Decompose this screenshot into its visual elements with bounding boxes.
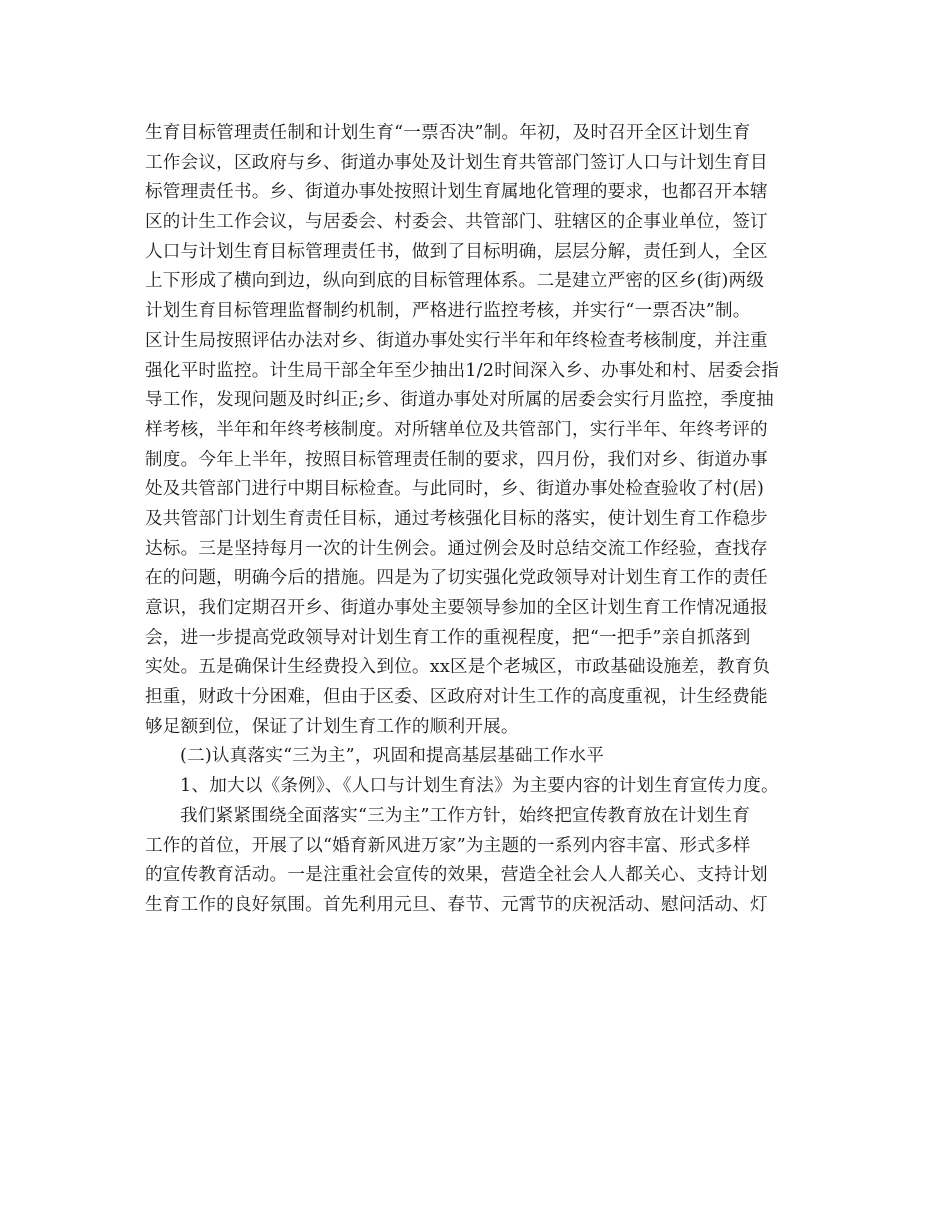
body-line: 的宣传教育活动。一是注重社会宣传的效果，营造全社会人人都关心、支持计划 — [145, 865, 768, 886]
body-line: 担重，财政十分困难，但由于区委、区政府对计生工作的高度重视，计生经费能 — [145, 687, 768, 708]
body-line: 处及共管部门进行中期目标检查。与此同时，乡、街道办事处检查验收了村(居) — [145, 479, 765, 500]
body-line: 工作会议，区政府与乡、街道办事处及计划生育共管部门签订人口与计划生育目 — [145, 152, 768, 173]
body-line: 及共管部门计划生育责任目标，通过考核强化目标的落实，使计划生育工作稳步 — [145, 508, 768, 529]
body-line: 区的计生工作会议，与居委会、村委会、共管部门、驻辖区的企事业单位，签订 — [145, 212, 768, 233]
document-body — [145, 119, 845, 921]
body-line: 意识，我们定期召开乡、街道办事处主要领导参加的全区计划生育工作情况通报 — [145, 598, 768, 618]
body-line: 工作的首位，开展了以“婚育新风进万家”为主题的一系列内容丰富、形式多样 — [145, 835, 751, 856]
subsection-heading: 1、加大以《条例》、《人口与计划生育法》为主要内容的计划生育宣传力度。 — [180, 776, 779, 797]
body-line: 导工作，发现问题及时纠正;乡、街道办事处对所属的居委会实行月监控，季度抽 — [145, 390, 774, 411]
body-line: 制度。今年上半年，按照目标管理责任制的要求，四月份，我们对乡、街道办事 — [145, 449, 768, 470]
body-line: 人口与计划生育目标管理责任书，做到了目标明确，层层分解，责任到人，全区 — [145, 241, 768, 262]
body-line: 在的问题，明确今后的措施。四是为了切实强化党政领导对计划生育工作的责任 — [145, 568, 768, 589]
body-line: 实处。五是确保计生经费投入到位。xx区是个老城区，市政基础设施差，教育负 — [145, 657, 771, 678]
body-line: 计划生育目标管理监督制约机制，严格进行监控考核，并实行“一票否决”制。 — [145, 301, 751, 322]
body-line: 达标。三是坚持每月一次的计生例会。通过例会及时总结交流工作经验，查找存 — [145, 538, 768, 559]
paragraph-first-line: 我们紧紧围绕全面落实“三为主”工作方针，始终把宣传教育放在计划生育 — [180, 805, 750, 826]
body-line: 生育目标管理责任制和计划生育“一票否决”制。年初，及时召开全区计划生育 — [145, 123, 751, 143]
section-heading: (二)认真落实“三为主”，巩固和提高基层基础工作水平 — [180, 746, 604, 767]
body-line: 标管理责任书。乡、街道办事处按照计划生育属地化管理的要求，也都召开本辖 — [145, 182, 768, 203]
body-line: 上下形成了横向到边，纵向到底的目标管理体系。二是建立严密的区乡(街)两级 — [145, 271, 765, 292]
body-line: 生育工作的良好氛围。首先利用元旦、春节、元霄节的庆祝活动、慰问活动、灯 — [145, 894, 768, 915]
body-line: 区计生局按照评估办法对乡、街道办事处实行半年和年终检查考核制度，并注重 — [145, 330, 768, 351]
body-line: 会，进一步提高党政领导对计划生育工作的重视程度，把“一把手”亲自抓落到 — [145, 627, 751, 648]
body-line: 够足额到位，保证了计划生育工作的顺利开展。 — [145, 716, 519, 737]
body-line: 强化平时监控。计生局干部全年至少抽出1/2时间深入乡、办事处和村、居委会指 — [145, 360, 779, 381]
body-line: 样考核，半年和年终考核制度。对所辖单位及共管部门，实行半年、年终考评的 — [145, 419, 768, 440]
